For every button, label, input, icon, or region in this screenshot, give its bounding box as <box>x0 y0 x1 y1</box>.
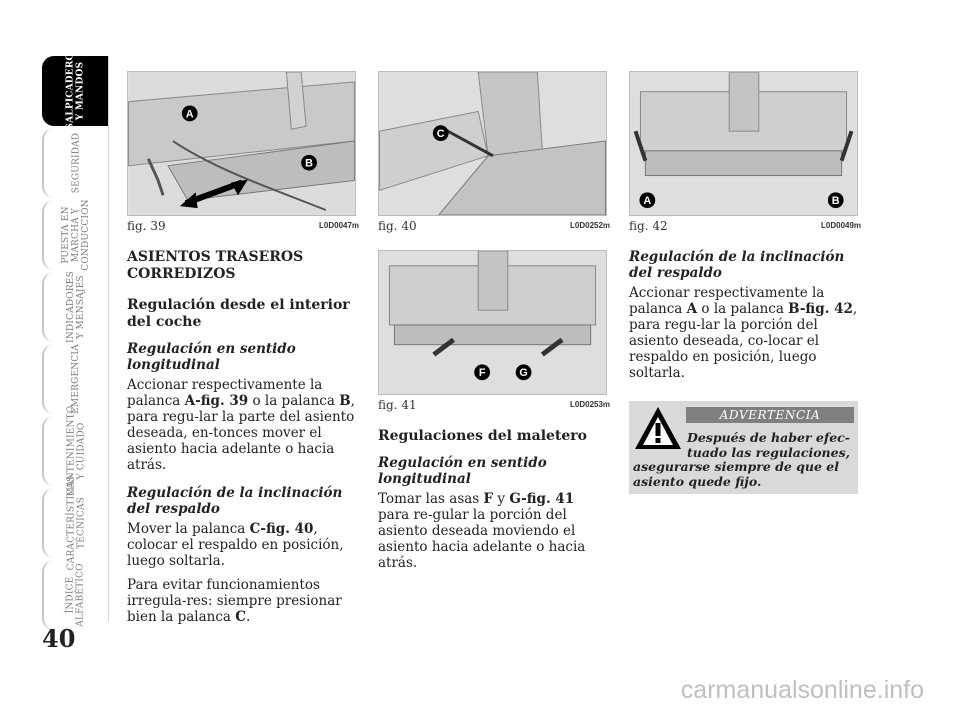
figure-41-label: fig. 41 <box>378 398 417 412</box>
reference: F <box>483 491 494 507</box>
subsection-heading: Regulación en sentido longitudinal <box>127 341 296 373</box>
warning-text <box>633 431 855 489</box>
text: para re-gular la porción del asiento deseada moviendo el asiento hacia adelante o hacia atrás. <box>378 507 586 571</box>
text: , para regu-lar la parte del asiento deseada, en-tonces mover el asiento hacia adelante o hacia atrás. <box>127 393 355 473</box>
subsection-heading: Regulación en sentido longitudinal <box>378 455 547 487</box>
tab-label: MANTENIMIENTO Y CUIDADO <box>66 405 87 497</box>
text: Accionar respectivamente la palanca <box>127 377 323 409</box>
reference: A-fig. 39 <box>184 393 249 409</box>
callout-b: B <box>831 195 840 208</box>
tab-divider <box>108 56 109 621</box>
warning-text-line: Después de haber efec-tuado las regulaciones, <box>687 430 850 460</box>
figure-39-label: fig. 39 <box>127 219 166 233</box>
text: o la palanca <box>248 393 340 409</box>
figure-40-label: fig. 40 <box>378 219 417 233</box>
figure-42-label: fig. 42 <box>629 219 668 233</box>
text: Accionar respectivamente la palanca <box>629 285 825 317</box>
callout-a: A <box>185 108 194 121</box>
subsection-heading: Regulación de la inclinación del respaldo <box>629 249 845 281</box>
text: o la palanca <box>697 301 789 317</box>
figure-39-image <box>127 71 356 216</box>
reference: B <box>339 393 351 409</box>
text: Para evitar funcionamientos irregula-res: siempre presionar bien la palanca <box>127 577 342 625</box>
text: Mover la palanca <box>127 521 250 537</box>
text: , colocar el respaldo en posición, luego soltarla. <box>127 521 344 569</box>
column-3 <box>629 249 858 389</box>
tab-caracteristicas[interactable] <box>42 475 108 571</box>
tab-label: ÍNDICE ALFABÉTICO <box>65 563 86 627</box>
trunk-handles-illustration <box>379 251 606 394</box>
tab-label: CARACTERÍSTICAS TÉCNICAS <box>66 475 87 571</box>
paragraph <box>127 521 356 569</box>
tab-label: SEGURIDAD <box>70 132 81 194</box>
warning-text-line: asegurarse siempre de que el asiento quede fijo. <box>633 459 840 489</box>
figure-40-code: L0D0252m <box>570 221 611 230</box>
seat-backrest-illustration <box>379 72 606 215</box>
section-title: ASIENTOS TRASEROS CORREDIZOS <box>127 249 304 282</box>
paragraph <box>629 285 858 381</box>
figure-41-image <box>378 250 607 395</box>
warning-heading: ADVERTENCIA <box>686 407 854 423</box>
callout-f: F <box>478 367 486 380</box>
text: Tomar las asas <box>378 491 484 507</box>
text: . <box>246 609 251 625</box>
subsection-heading: Regulación de la inclinación del respaldo <box>127 485 343 517</box>
paragraph <box>378 491 607 571</box>
paragraph <box>127 577 356 625</box>
tab-indicadores[interactable] <box>42 272 108 342</box>
chapter-tabs <box>42 52 108 627</box>
tab-label: SALPICADERO Y MANDOS <box>66 52 86 130</box>
column-2 <box>378 428 607 579</box>
reference: B-fig. 42 <box>788 301 853 317</box>
page-number: 40 <box>42 624 76 653</box>
reference: C-fig. 40 <box>249 521 314 537</box>
reference: C <box>235 609 246 625</box>
callout-b: B <box>305 157 313 170</box>
rear-backrest-illustration <box>630 72 857 215</box>
tab-label: INDICADORES Y MENSAJES <box>66 271 86 343</box>
figure-39-code: L0D0047m <box>319 221 360 230</box>
tab-salpicadero[interactable] <box>42 52 108 130</box>
callout-g: G <box>519 367 528 380</box>
figure-40-image <box>378 71 607 216</box>
tab-label: EMERGENCIA <box>71 344 81 414</box>
tab-puesta-en-marcha[interactable] <box>42 200 108 270</box>
section-subtitle: Regulaciones del maletero <box>378 428 588 444</box>
figure-42-code: L0D0049m <box>821 221 862 230</box>
seat-lever-illustration <box>128 72 355 215</box>
section-subtitle: Regulación desde el interior del coche <box>127 297 350 330</box>
callout-c: C <box>436 128 445 141</box>
text: , para regu-lar la porción del asiento deseada, co-locar el respaldo en posición, luego soltarla. <box>629 301 858 381</box>
figure-41-code: L0D0253m <box>570 400 611 409</box>
tab-emergencia[interactable] <box>42 344 108 414</box>
paragraph <box>127 377 356 473</box>
reference: G-fig. 41 <box>509 491 575 507</box>
reference: A <box>686 301 698 317</box>
tab-indice[interactable] <box>42 560 108 630</box>
warning-box <box>629 401 858 494</box>
tab-label: PUESTA EN MARCHA Y CONDUCCIÓN <box>61 199 91 271</box>
watermark: carmanualsonline.info <box>680 676 924 704</box>
column-1 <box>127 249 356 633</box>
text: y <box>493 491 510 507</box>
tab-seguridad[interactable] <box>42 128 108 198</box>
callout-a: A <box>643 195 652 208</box>
figure-42-image <box>629 71 858 216</box>
